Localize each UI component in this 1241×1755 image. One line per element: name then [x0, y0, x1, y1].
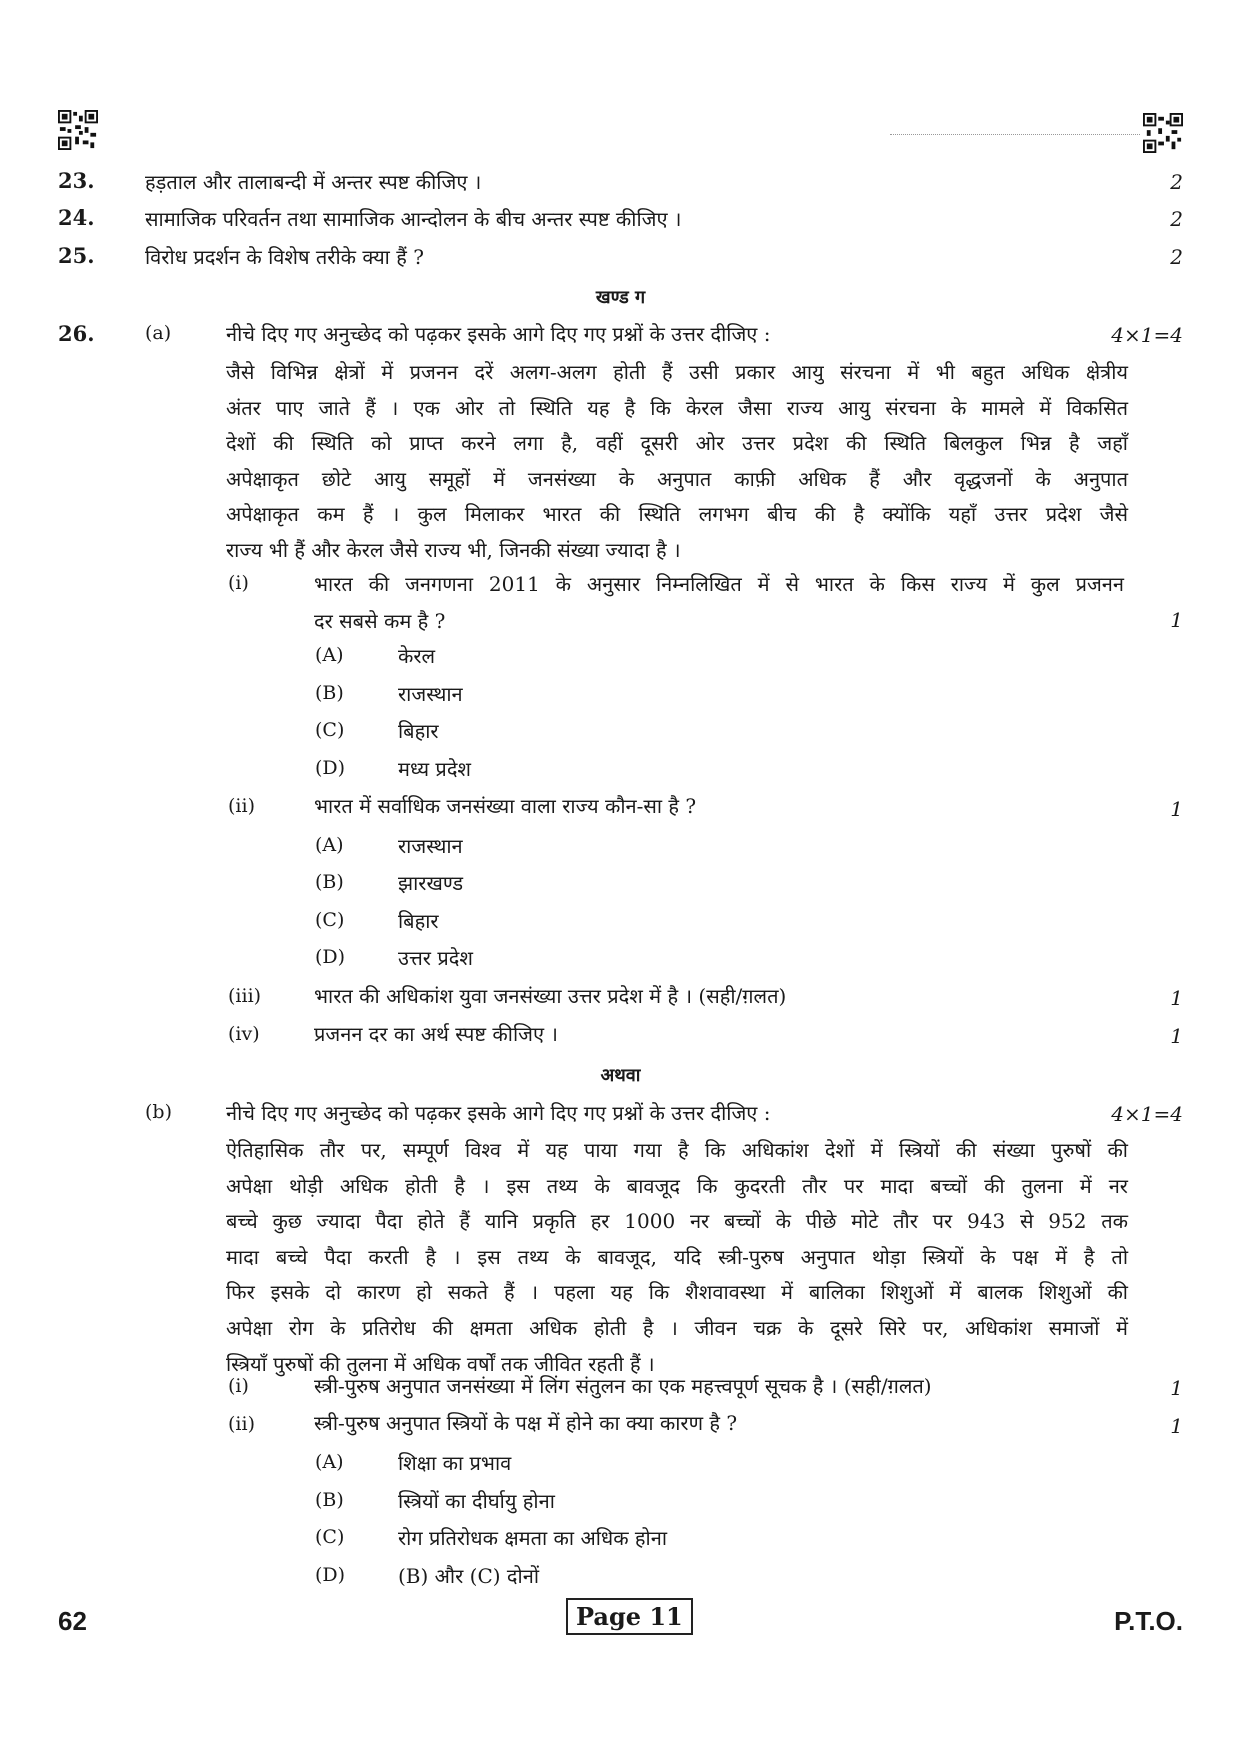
question-text-25: विरोध प्रदर्शन के विशेष तरीके क्या हैं ? [145, 245, 424, 269]
header-dotted-rule [890, 134, 1140, 135]
subquestion-label: (ii) [228, 795, 255, 817]
page-number: Page 11 [566, 1598, 693, 1635]
question-text-24: सामाजिक परिवर्तन तथा सामाजिक आन्दोलन के बीच अन्तर स्पष्ट कीजिए । [145, 207, 682, 231]
question-number-23: 23. [58, 168, 95, 193]
option-text: राजस्थान [398, 682, 463, 706]
question-number-24: 24. [58, 205, 95, 230]
passage-line: अंतर पाए जाते हैं । एक ओर तो स्थिति यह है कि केरल जैसा राज्य आयु संरचना के मामले में विकसित [226, 395, 1128, 420]
option-label: (A) [315, 1451, 344, 1473]
part-a-label: (a) [145, 322, 172, 344]
paper-code: 62 [58, 1606, 87, 1636]
option-text: (B) और (C) दोनों [398, 1564, 540, 1588]
option-label: (D) [315, 757, 346, 779]
subquestion-marks: 1 [1170, 986, 1183, 1010]
option-text: स्त्रियों का दीर्घायु होना [398, 1489, 555, 1513]
passage-line: अपेक्षा रोग के प्रतिरोध की क्षमता अधिक होती है । जीवन चक्र के दूसरे सिरे पर, अधिकांश समाजों में [226, 1315, 1128, 1340]
option-text: शिक्षा का प्रभाव [398, 1451, 512, 1475]
question-number-26: 26. [58, 321, 95, 346]
option-label: (D) [315, 1564, 346, 1586]
subquestion-label: (i) [228, 1375, 249, 1397]
option-text: उत्तर प्रदेश [398, 946, 473, 970]
passage-line: जैसे विभिन्न क्षेत्रों में प्रजनन दरें अलग-अलग होती हैं उसी प्रकार आयु संरचना में भी बहुत अधिक क्षेत्रीय [226, 360, 1128, 384]
question-marks-23: 2 [1170, 170, 1183, 194]
question-text-23: हड़ताल और तालाबन्दी में अन्तर स्पष्ट कीजिए । [145, 170, 482, 194]
passage-line: देशों की स्थिति को प्राप्त करने लगा है, वहीं दूसरी ओर उत्तर प्रदेश की स्थिति बिलकुल भिन्न है जहाँ [226, 431, 1128, 456]
subquestion-text [314, 566, 1124, 640]
subquestion-marks: 1 [1170, 1024, 1183, 1048]
subquestion-text: भारत में सर्वाधिक जनसंख्या वाला राज्य कौन-सा है ? [314, 794, 697, 818]
pto-label: P.T.O. [1114, 1606, 1183, 1636]
option-text: रोग प्रतिरोधक क्षमता का अधिक होना [398, 1526, 668, 1550]
subquestion-text-line: भारत की जनगणना 2011 के अनुसार निम्नलिखित में से भारत के किस राज्य में कुल प्रजनन [314, 572, 1124, 596]
option-label: (C) [315, 719, 345, 741]
option-text: राजस्थान [398, 834, 463, 858]
section-title: खण्ड ग [595, 287, 646, 308]
subquestion-label: (i) [228, 572, 249, 594]
part-a-passage [226, 355, 1128, 569]
passage-line: ऐतिहासिक तौर पर, सम्पूर्ण विश्व में यह पाया गया है कि अधिकांश देशों में स्त्रियों की संख्या पुरुषों की [226, 1138, 1128, 1162]
passage-line: अपेक्षाकृत छोटे आयु समूहों में जनसंख्या के अनुपात काफ़ी अधिक हैं और वृद्धजनों के अनुपात [226, 466, 1128, 491]
option-label: (C) [315, 1526, 345, 1548]
option-label: (B) [315, 682, 344, 704]
part-b-label: (b) [145, 1101, 172, 1123]
qr-code-left-icon [58, 110, 98, 150]
option-label: (A) [315, 644, 344, 666]
option-text: झारखण्ड [398, 871, 464, 895]
option-text: मध्य प्रदेश [398, 757, 472, 781]
subquestion-marks: 1 [1170, 1414, 1183, 1438]
passage-line: मादा बच्चे पैदा करती है । इस तथ्य के बावजूद, यदि स्त्री-पुरुष अनुपात थोड़ा स्त्रियों के पक्ष में है तो [226, 1244, 1128, 1269]
subquestion-label: (iv) [228, 1023, 260, 1045]
subquestion-text: स्त्री-पुरुष अनुपात जनसंख्या में लिंग संतुलन का एक महत्त्वपूर्ण सूचक है । (सही/ग़लत) [314, 1374, 932, 1398]
subquestion-text: प्रजनन दर का अर्थ स्पष्ट कीजिए । [314, 1022, 558, 1046]
subquestion-text: भारत की अधिकांश युवा जनसंख्या उत्तर प्रदेश में है । (सही/ग़लत) [314, 984, 787, 1008]
part-b-passage [226, 1133, 1128, 1382]
subquestion-text: स्त्री-पुरुष अनुपात स्त्रियों के पक्ष में होने का क्या कारण है ? [314, 1411, 738, 1435]
or-divider: अथवा [600, 1065, 641, 1086]
question-marks-25: 2 [1170, 245, 1183, 269]
qr-code-right-icon [1143, 113, 1183, 153]
passage-line: अपेक्षा थोड़ी अधिक होती है । इस तथ्य के बावजूद कि कुदरती तौर पर मादा बच्चों की तुलना में नर [226, 1173, 1128, 1198]
subquestion-label: (iii) [228, 985, 262, 1007]
subquestion-label: (ii) [228, 1413, 255, 1435]
subquestion-marks: 1 [1170, 608, 1183, 632]
option-label: (A) [315, 834, 344, 856]
subquestion-marks: 1 [1170, 797, 1183, 821]
subquestion-marks: 1 [1170, 1376, 1183, 1400]
question-marks-24: 2 [1170, 207, 1183, 231]
part-a-instruction: नीचे दिए गए अनुच्छेद को पढ़कर इसके आगे दिए गए प्रश्नों के उत्तर दीजिए : [226, 322, 771, 346]
passage-line: स्त्रियाँ पुरुषों की तुलना में अधिक वर्षों तक जीवित रहती हैं । [226, 1351, 655, 1376]
option-label: (D) [315, 946, 346, 968]
passage-line: बच्चे कुछ ज्यादा पैदा होते हैं यानि प्रकृति हर 1000 नर बच्चों के पीछे मोटे तौर पर 943 से 952 तक [226, 1209, 1128, 1234]
subquestion-text-line: दर सबसे कम है ? [314, 609, 446, 633]
part-a-marks: 4×1=4 [1111, 323, 1183, 347]
option-label: (B) [315, 1489, 344, 1511]
option-text: बिहार [398, 909, 439, 933]
option-label: (C) [315, 909, 345, 931]
option-text: केरल [398, 644, 436, 668]
option-text: बिहार [398, 719, 439, 743]
part-b-instruction: नीचे दिए गए अनुच्छेद को पढ़कर इसके आगे दिए गए प्रश्नों के उत्तर दीजिए : [226, 1101, 771, 1125]
option-label: (B) [315, 871, 344, 893]
passage-line: अपेक्षाकृत कम हैं । कुल मिलाकर भारत की स्थिति लगभग बीच की है क्योंकि यहाँ उत्तर प्रदेश जैसे [226, 502, 1128, 527]
passage-line: राज्य भी हैं और केरल जैसे राज्य भी, जिनकी संख्या ज्यादा है । [226, 537, 681, 562]
passage-line: फिर इसके दो कारण हो सकते हैं । पहला यह कि शैशवावस्था में बालिका शिशुओं में बालक शिशुओं की [226, 1280, 1128, 1305]
question-number-25: 25. [58, 243, 95, 268]
part-b-marks: 4×1=4 [1111, 1102, 1183, 1126]
